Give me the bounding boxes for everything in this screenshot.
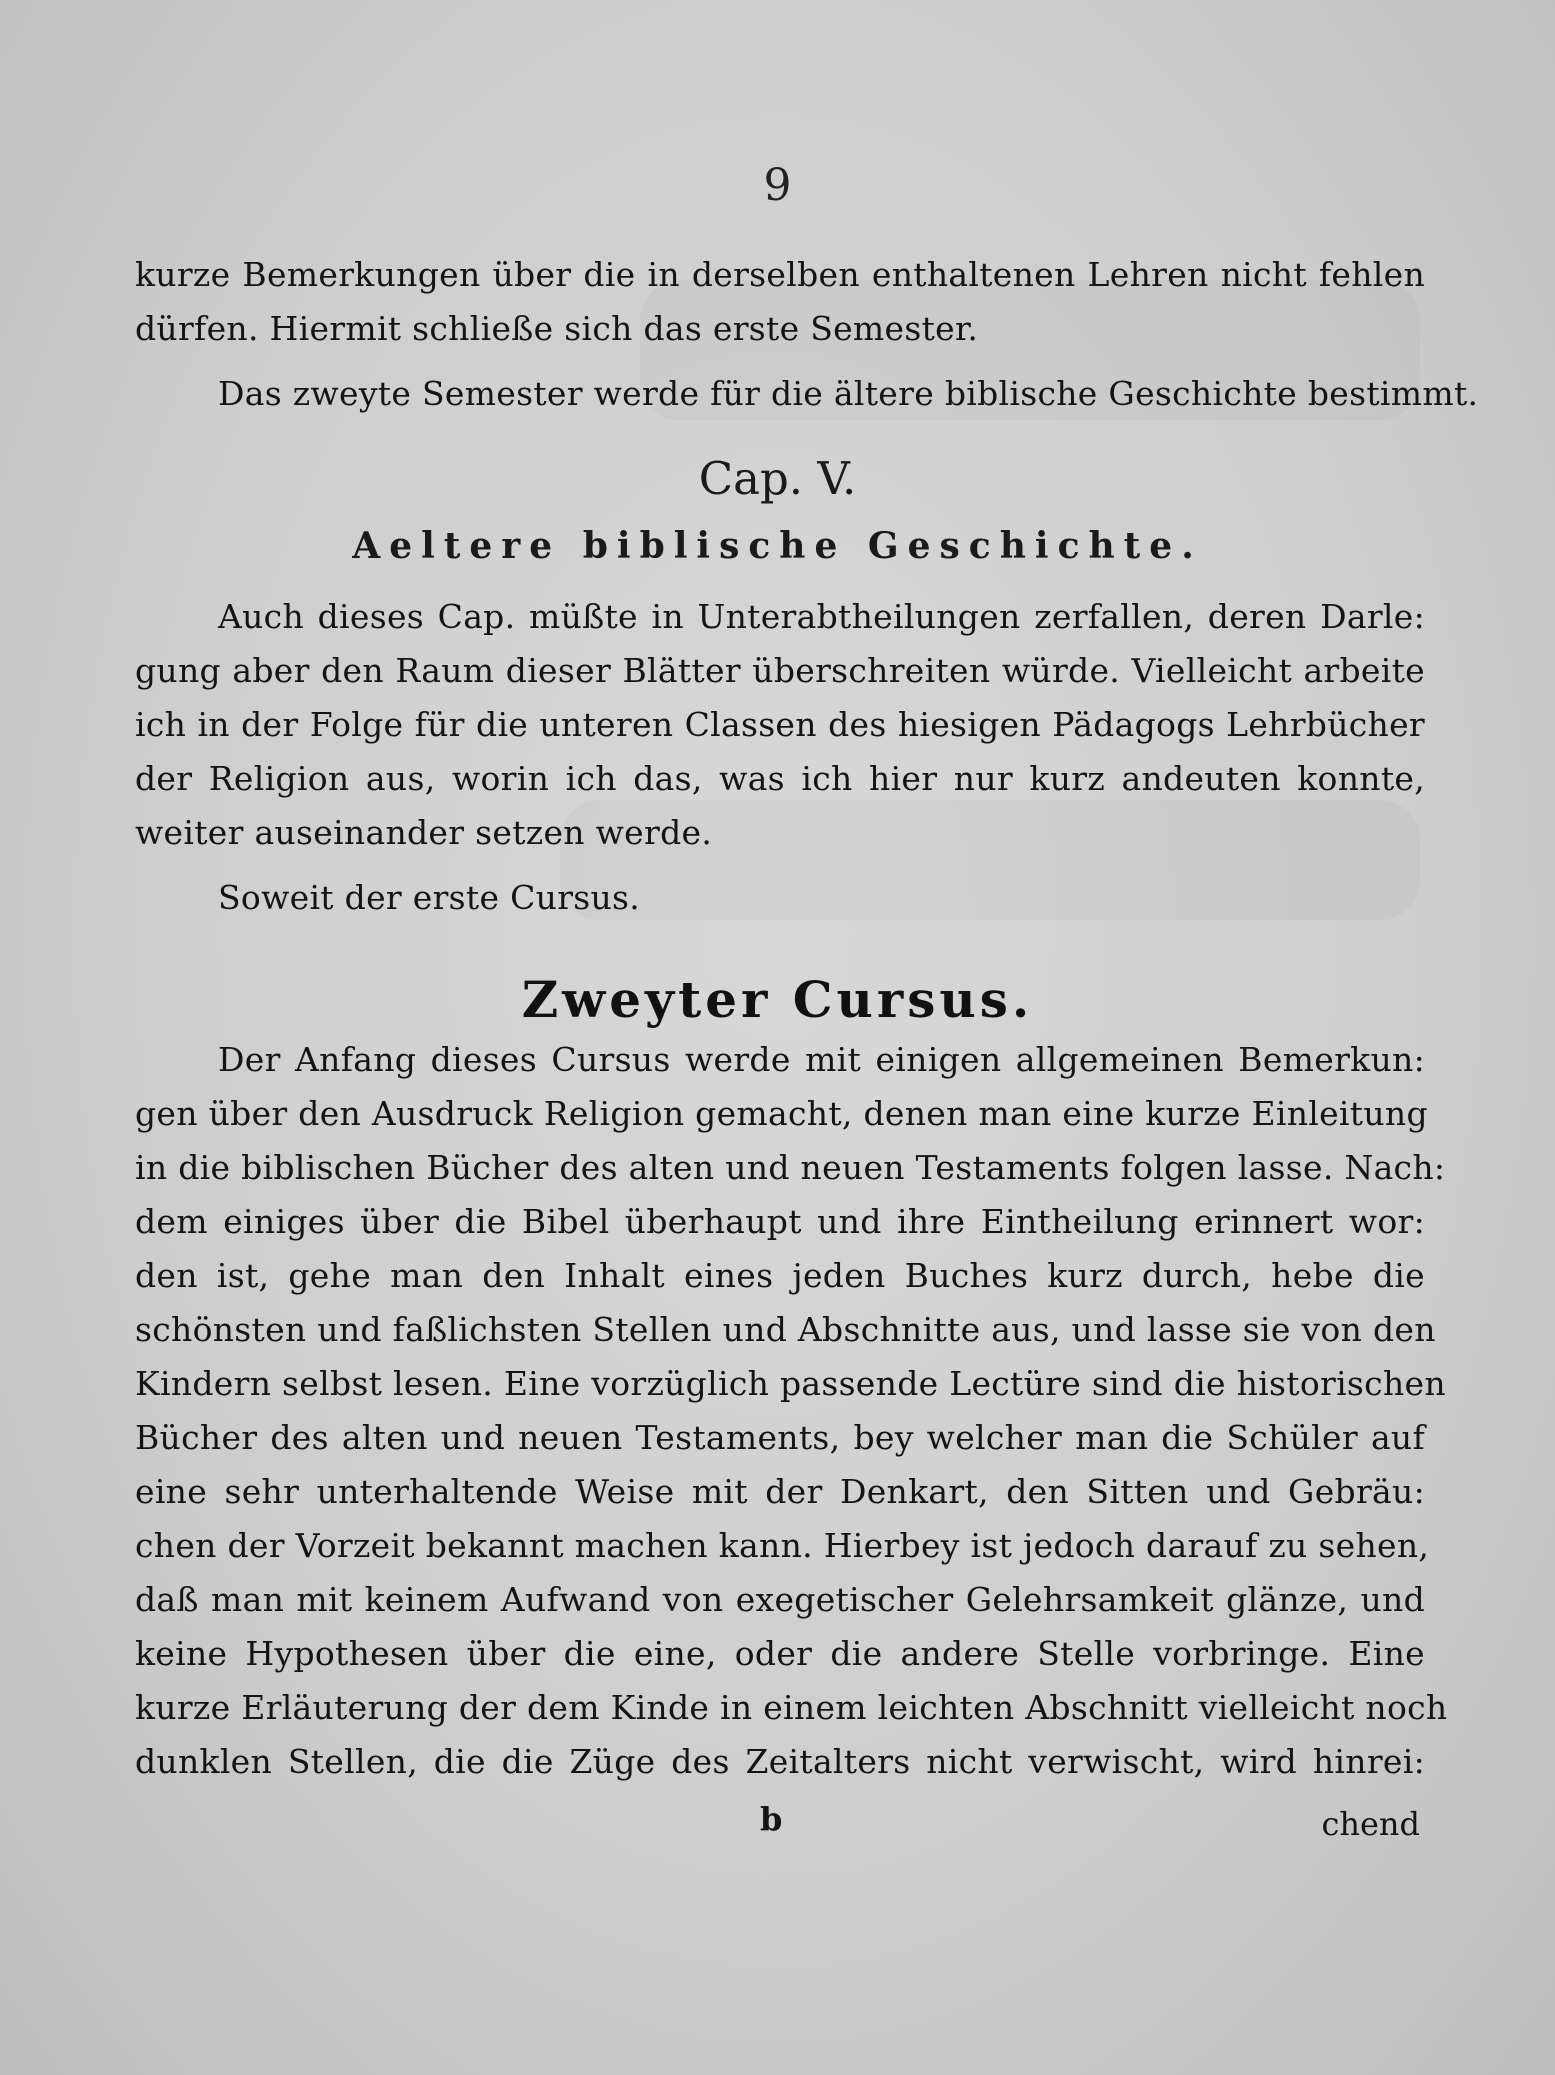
paragraph-line: daß man mit keinem Aufwand von exegetischer Gelehrsamkeit glänze, und [135,1580,1425,1619]
paragraph-line: den ist, gehe man den Inhalt eines jeden Buches kurz durch, hebe die [135,1256,1425,1295]
catchword: chend [1321,1805,1420,1843]
signature-mark: b [760,1800,783,1838]
chapter-heading: Cap. V. [698,452,857,505]
paragraph-line: keine Hypothesen über die eine, oder die andere Stelle vorbringe. Eine [135,1634,1425,1673]
text-line: kurze Bemerkungen über die in derselben enthaltenen Lehren nicht fehlen [135,255,1425,294]
paragraph-line: Auch dieses Cap. müßte in Unterabtheilungen zerfallen, deren Darle: [218,597,1425,636]
chapter-subheading: Aeltere biblische Geschichte. [352,525,1203,567]
paragraph-line: dem einiges über die Bibel überhaupt und ihre Eintheilung erinnert wor: [135,1202,1425,1241]
paragraph-line: schönsten und faßlichsten Stellen und Abschnitte aus, und lasse sie von den [135,1310,1436,1349]
paragraph-line: Soweit der erste Cursus. [218,878,641,917]
text-line: dürfen. Hiermit schließe sich das erste Semester. [135,309,979,348]
paragraph-line: chen der Vorzeit bekannt machen kann. Hierbey ist jedoch darauf zu sehen, [135,1526,1430,1565]
paragraph-line: der Religion aus, worin ich das, was ich hier nur kurz andeuten konnte, [135,759,1425,798]
paragraph-line: kurze Erläuterung der dem Kinde in einem leichten Abschnitt vielleicht noch [135,1688,1448,1727]
paragraph-line: Bücher des alten und neuen Testaments, bey welcher man die Schüler auf [135,1418,1425,1457]
paragraph-line: eine sehr unterhaltende Weise mit der Denkart, den Sitten und Gebräu: [135,1472,1425,1511]
paragraph-line: gen über den Ausdruck Religion gemacht, denen man eine kurze Einleitung [135,1094,1428,1133]
paragraph-line: dunklen Stellen, die die Züge des Zeitalters nicht verwischt, wird hinrei: [135,1742,1425,1781]
paragraph-line: Kindern selbst lesen. Eine vorzüglich passende Lectüre sind die historischen [135,1364,1446,1403]
section-heading: Zweyter Cursus. [521,970,1034,1029]
paragraph-line: Der Anfang dieses Cursus werde mit einigen allgemeinen Bemerkun: [218,1040,1425,1079]
paragraph-line: in die biblischen Bücher des alten und neuen Testaments folgen lasse. Nach: [135,1148,1446,1187]
paragraph-line: ich in der Folge für die unteren Classen des hiesigen Pädagogs Lehrbücher [135,705,1425,744]
paragraph-line: Das zweyte Semester werde für die ältere biblische Geschichte bestimmt. [218,374,1479,413]
paragraph-line: gung aber den Raum dieser Blätter überschreiten würde. Vielleicht arbeite [135,651,1425,690]
page-number: 9 [763,160,792,211]
paragraph-line: weiter auseinander setzen werde. [135,813,713,852]
